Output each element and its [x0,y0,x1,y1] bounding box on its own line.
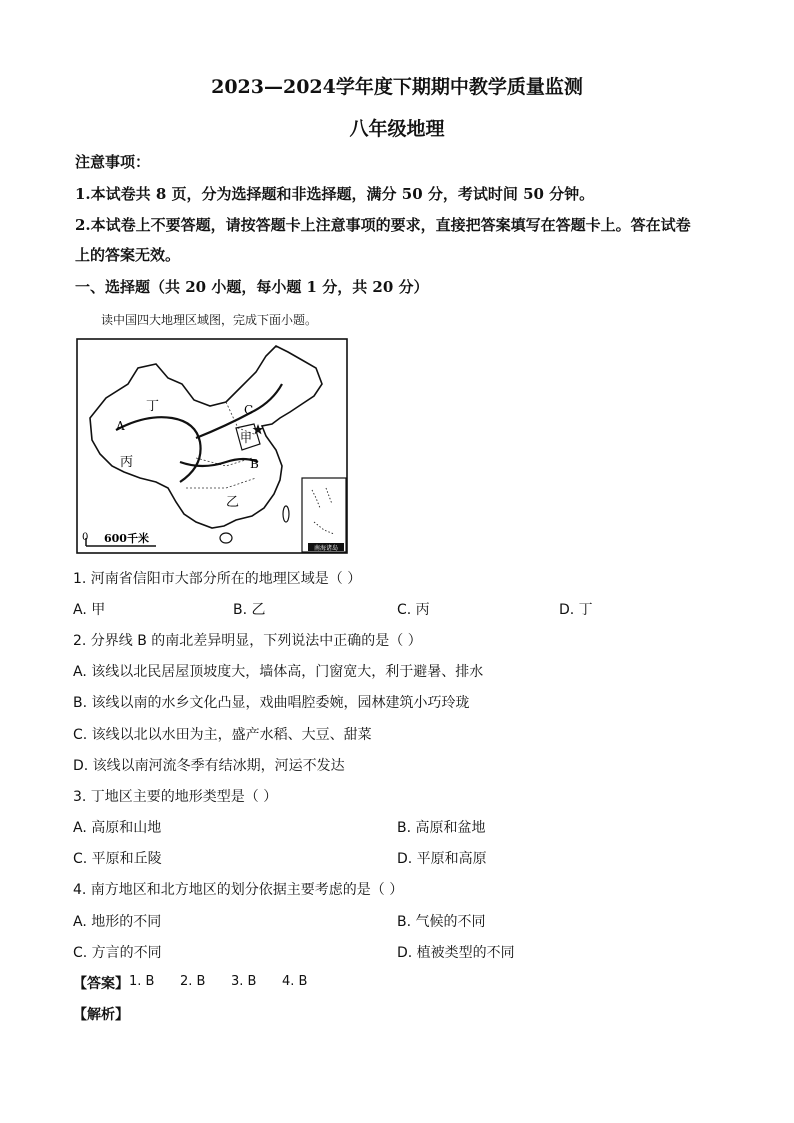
exam-subtitle: 八年级地理 [349,118,445,140]
china-map-svg [76,338,348,554]
label-yi: 乙 [226,495,240,510]
label-a: A [116,419,125,433]
question-3-stem: 3. 丁地区主要的地形类型是（ ） [73,789,278,805]
question-3-option-c: C. 平原和丘陵 [73,851,162,867]
question-3-option-d: D. 平原和高原 [397,851,487,867]
label-ding: 丁 [146,399,160,414]
question-4-option-b: B. 气候的不同 [397,914,486,930]
question-4-option-c: C. 方言的不同 [73,945,162,961]
question-2-option-b: B. 该线以南的水乡文化凸显，戏曲唱腔委婉，园林建筑小巧玲珑 [73,695,470,711]
label-jia: 甲 [240,431,253,445]
answer-2: 2. B [180,974,206,989]
scale-zero: 0 [82,532,89,543]
question-4-option-a: A. 地形的不同 [73,914,162,930]
question-1-option-c: C. 丙 [397,602,430,618]
scale-label: 600千米 [104,532,149,545]
question-4-stem: 4. 南方地区和北方地区的划分依据主要考虑的是（ ） [73,882,404,898]
inset-label: 南海诸岛 [313,545,339,552]
analysis-label: 【解析】 [73,1007,129,1023]
question-2-option-a: A. 该线以北民居屋顶坡度大，墙体高，门窗宽大，利于避暑、排水 [73,664,484,680]
question-1-stem: 1. 河南省信阳市大部分所在的地理区域是（ ） [73,571,362,587]
question-1-option-b: B. 乙 [233,602,266,618]
answer-4: 4. B [282,974,308,989]
question-2-option-c: C. 该线以北以水田为主，盛产水稻、大豆、甜菜 [73,727,372,743]
answer-3: 3. B [231,974,257,989]
china-region-map [76,338,348,554]
notice-item-2-line-2: 上的答案无效。 [75,246,181,264]
section-heading: 一、选择题（共 20 小题，每小题 1 分，共 20 分） [75,278,429,296]
question-2-stem: 2. 分界线 B 的南北差异明显，下列说法中正确的是（ ） [73,633,422,649]
answer-1: 1. B [129,974,155,989]
question-3-option-a: A. 高原和山地 [73,820,162,836]
label-b: B [250,457,259,471]
notice-heading: 注意事项： [75,153,151,171]
answer-label: 【答案】 [73,976,129,992]
exam-title: 2023—2024学年度下期期中教学质量监测 [211,76,583,98]
notice-item-1: 1.本试卷共 8 页，分为选择题和非选择题，满分 50 分，考试时间 50 分钟。 [75,185,595,203]
inset-frame [302,478,346,552]
notice-item-2-line-1: 2.本试卷上不要答题，请按答题卡上注意事项的要求，直接把答案填写在答题卡上。答在试卷 [75,216,691,234]
question-3-option-b: B. 高原和盆地 [397,820,486,836]
question-2-option-d: D. 该线以南河流冬季有结冰期，河运不发达 [73,758,345,774]
label-c: C [244,403,254,417]
question-1-option-d: D. 丁 [559,602,593,618]
question-1-option-a: A. 甲 [73,602,106,618]
section-intro: 读中国四大地理区域图，完成下面小题。 [101,313,318,327]
question-4-option-d: D. 植被类型的不同 [397,945,515,961]
label-bing: 丙 [120,455,134,470]
